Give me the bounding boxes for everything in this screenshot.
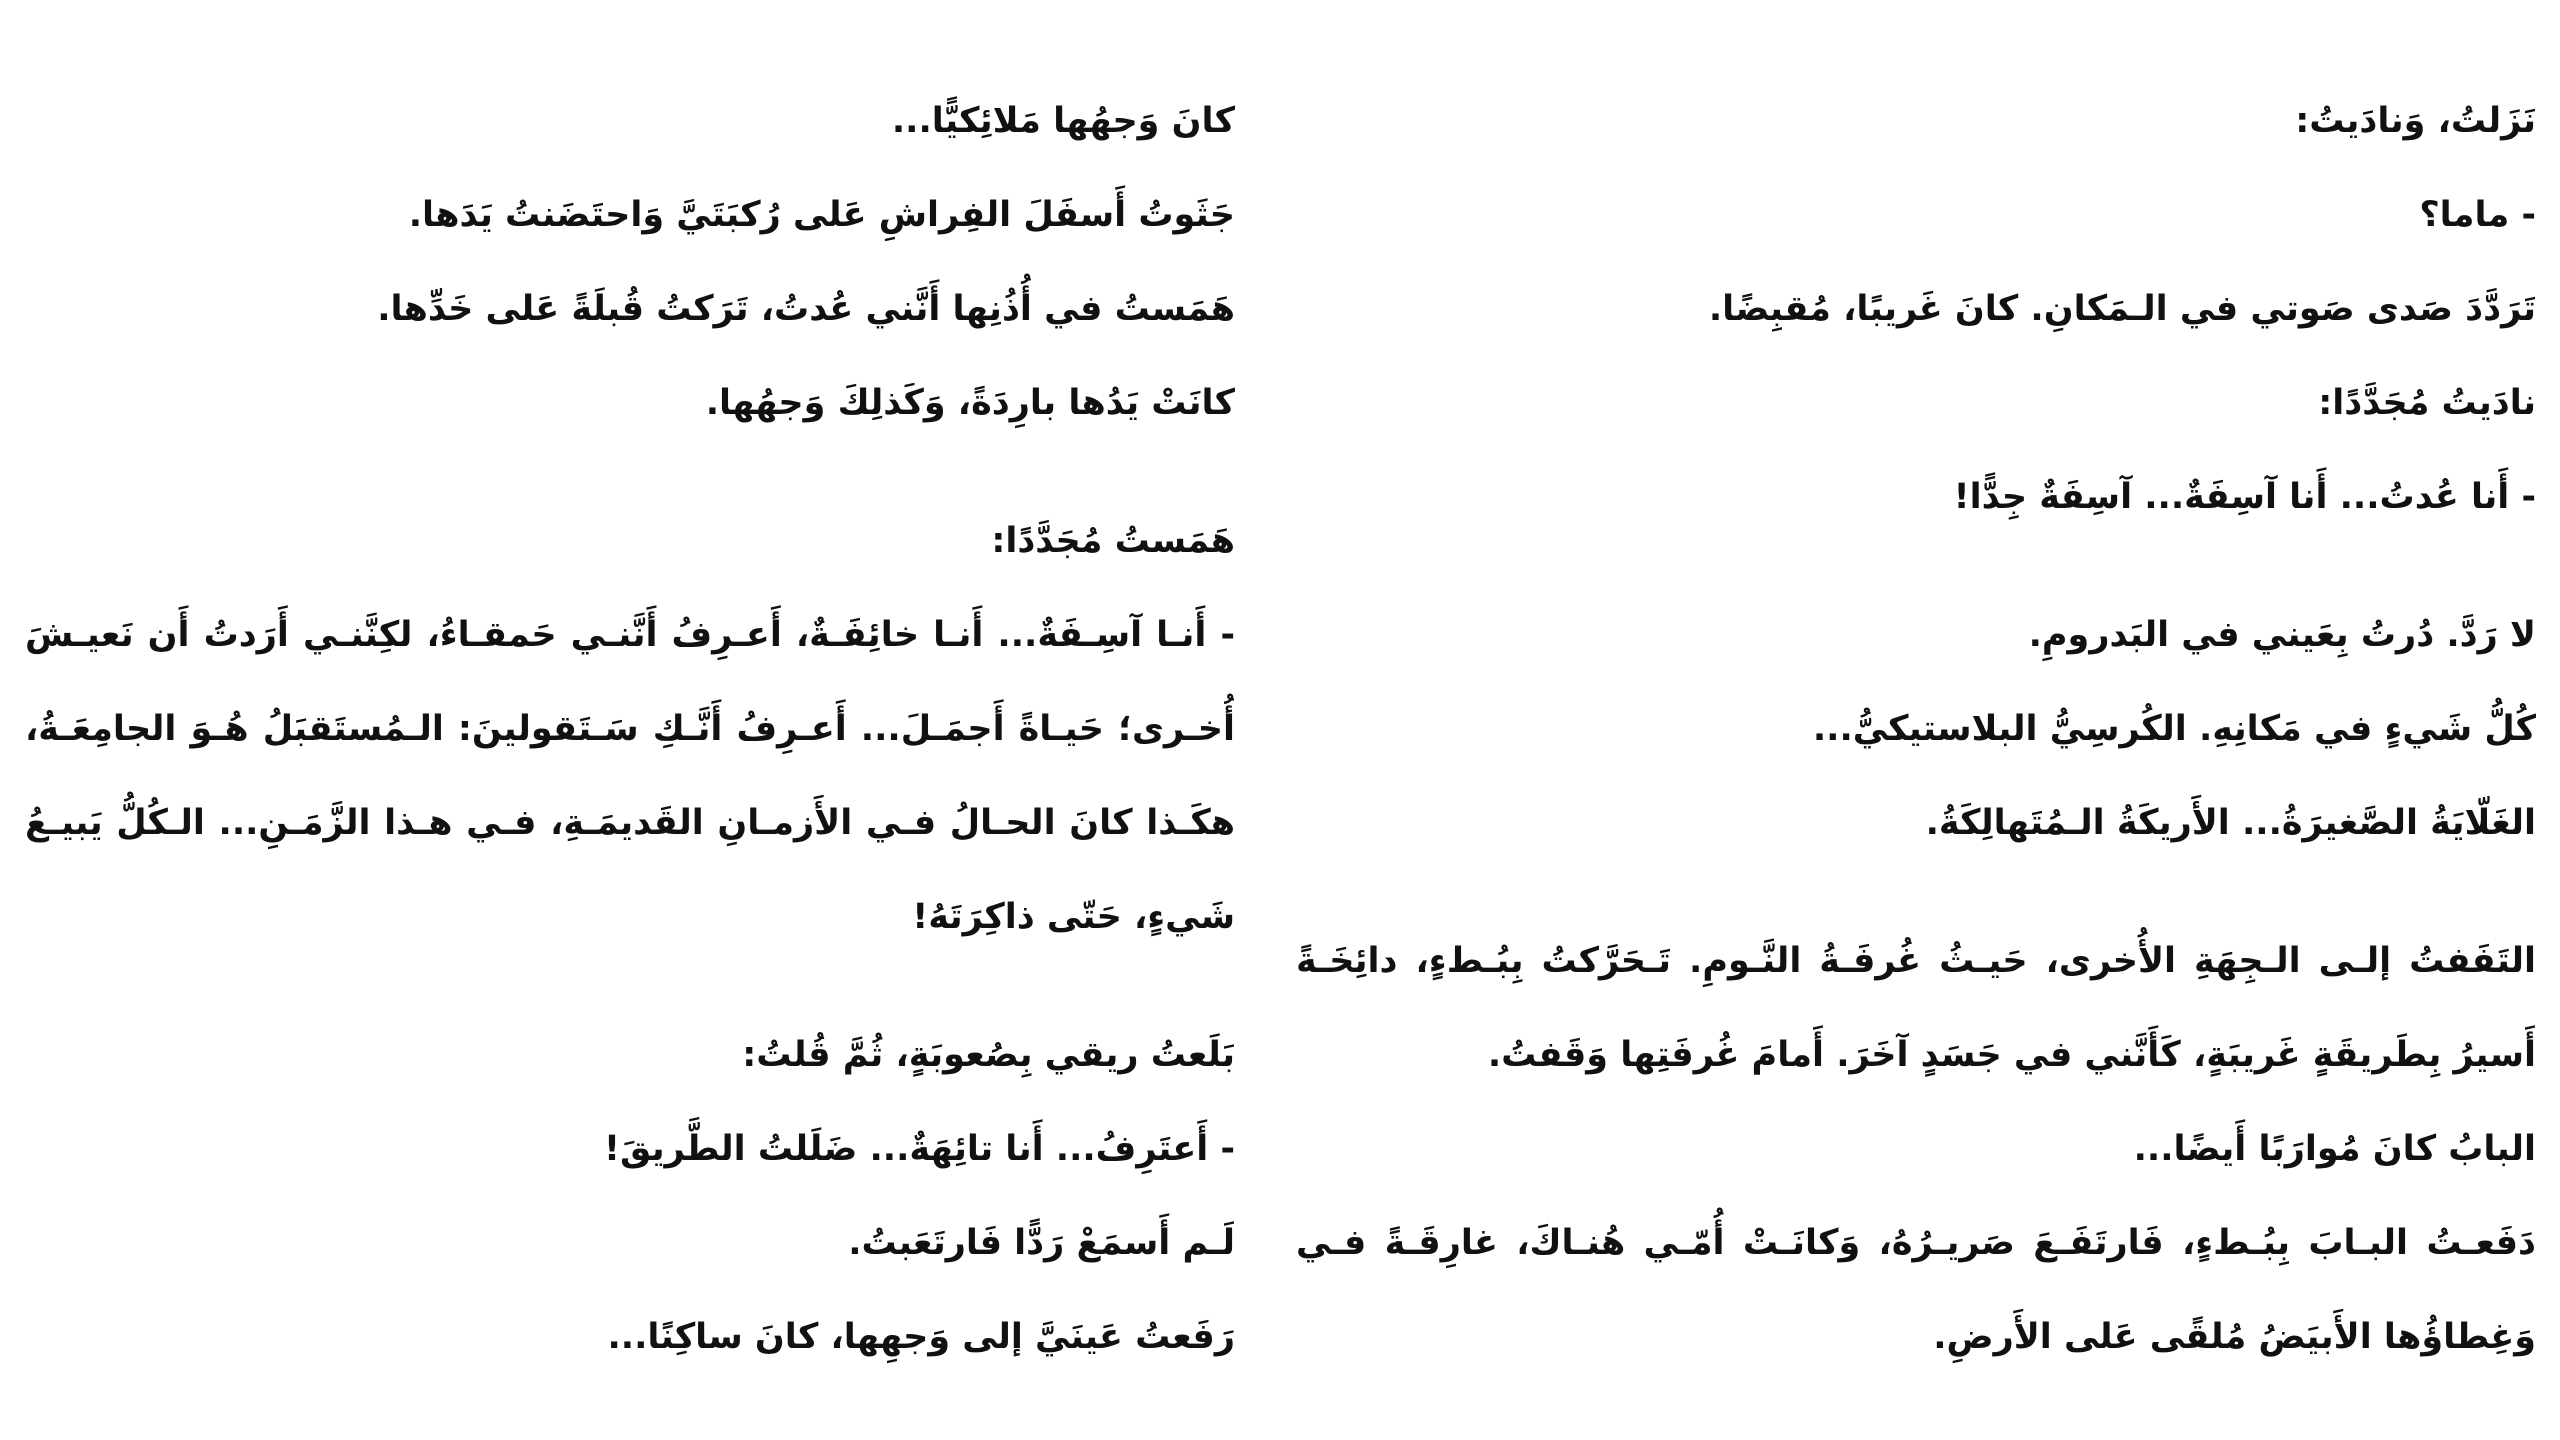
text-line: نادَيتُ مُجَدَّدًا:: [2318, 383, 2536, 423]
text-line: لَـم أَسمَعْ رَدًّا فَارتَعَبتُ.: [848, 1223, 1235, 1263]
text-line: تَرَدَّدَ صَدى صَوتي في الـمَكانِ. كانَ غَريبًا، مُقبِضًا.: [1708, 289, 2536, 329]
dialogue-line: - أَنا عُدتُ... أَنا آسِفَةٌ... آسِفَةٌ جِدًّا!: [1953, 477, 2536, 517]
text-line: جَثَوتُ أَسفَلَ الفِراشِ عَلى رُكبَتَيَّ وَاحتَضَنتُ يَدَها.: [408, 195, 1235, 235]
dialogue-line: هكَـذا كانَ الحـالُ فـي الأَزمـانِ القَديمَـةِ، فـي هـذا الزَّمَـنِ... الـكُلُّ يَبيـعُ: [25, 803, 1235, 843]
text-line: كُلُّ شَيءٍ في مَكانِهِ. الكُرسِيُّ البلاستيكيُّ...: [1812, 709, 2536, 749]
text-line: دَفَعـتُ البـابَ بِبُـطءٍ، فَارتَفَـعَ صَريـرُهُ، وَكانَـتْ أُمّـي هُنـاكَ، غارِقَـةً فـي: [1296, 1223, 2536, 1263]
text-line: أَسيرُ بِطَريقَةٍ غَريبَةٍ، كَأَنَّني في جَسَدٍ آخَرَ. أَمامَ غُرفَتِها وَقَفتُ.: [1487, 1035, 2536, 1075]
left-page-text: [25, 74, 1235, 1384]
text-line: كانَتْ يَدُها بارِدَةً، وَكَذلِكَ وَجهُها.: [705, 383, 1235, 423]
text-line: الغَلّايَةُ الصَّغيرَةُ... الأَريكَةُ الـمُتَهالِكَةُ.: [1925, 803, 2536, 843]
text-line: لا رَدَّ. دُرتُ بِعَيني في البَدرومِ.: [2028, 615, 2536, 655]
dialogue-line: - أَعتَرِفُ... أَنا تائِهَةٌ... ضَلَلتُ الطَّريقَ!: [604, 1129, 1235, 1169]
text-line: رَفَعتُ عَينَيَّ إلى وَجهِها، كانَ ساكِنًا...: [607, 1317, 1235, 1357]
right-page-text: [1296, 74, 2536, 1384]
dialogue-line: - ماما؟: [2419, 195, 2536, 235]
text-line: بَلَعتُ ريقي بِصُعوبَةٍ، ثُمَّ قُلتُ:: [742, 1035, 1235, 1075]
text-line: هَمَستُ في أُذُنِها أَنَّني عُدتُ، تَرَكتُ قُبلَةً عَلى خَدِّها.: [377, 289, 1235, 329]
dialogue-line: - أَنـا آسِـفَةٌ... أَنـا خائِفَـةٌ، أَعـرِفُ أَنَّنـي حَمقـاءُ، لكِنَّنـي أَرَدتُ أَن نَعيـشَ: [25, 615, 1235, 655]
text-line: نَزَلتُ، وَنادَيتُ:: [2295, 101, 2536, 141]
dialogue-line: أُخـرى؛ حَيـاةً أَجمَـلَ... أَعـرِفُ أَنَّـكِ سَـتَقولينَ: الـمُستَقبَلُ هُـوَ الجامِعَـةُ،: [25, 709, 1235, 749]
text-line: هَمَستُ مُجَدَّدًا:: [991, 521, 1235, 561]
text-line: كانَ وَجهُها مَلائِكيًّا...: [891, 101, 1235, 141]
dialogue-line: شَيءٍ، حَتّى ذاكِرَتَهُ!: [912, 897, 1235, 937]
text-line: وَغِطاؤُها الأَبيَضُ مُلقًى عَلى الأَرضِ.: [1933, 1317, 2536, 1357]
text-line: التَفَفتُ إلـى الـجِهَةِ الأُخرى، حَيـثُ غُرفَـةُ النَّـومِ. تَـحَرَّكتُ بِبُـطءٍ، دائِخَـةً: [1296, 941, 2536, 981]
text-line: البابُ كانَ مُوارَبًا أَيضًا...: [2133, 1129, 2536, 1169]
